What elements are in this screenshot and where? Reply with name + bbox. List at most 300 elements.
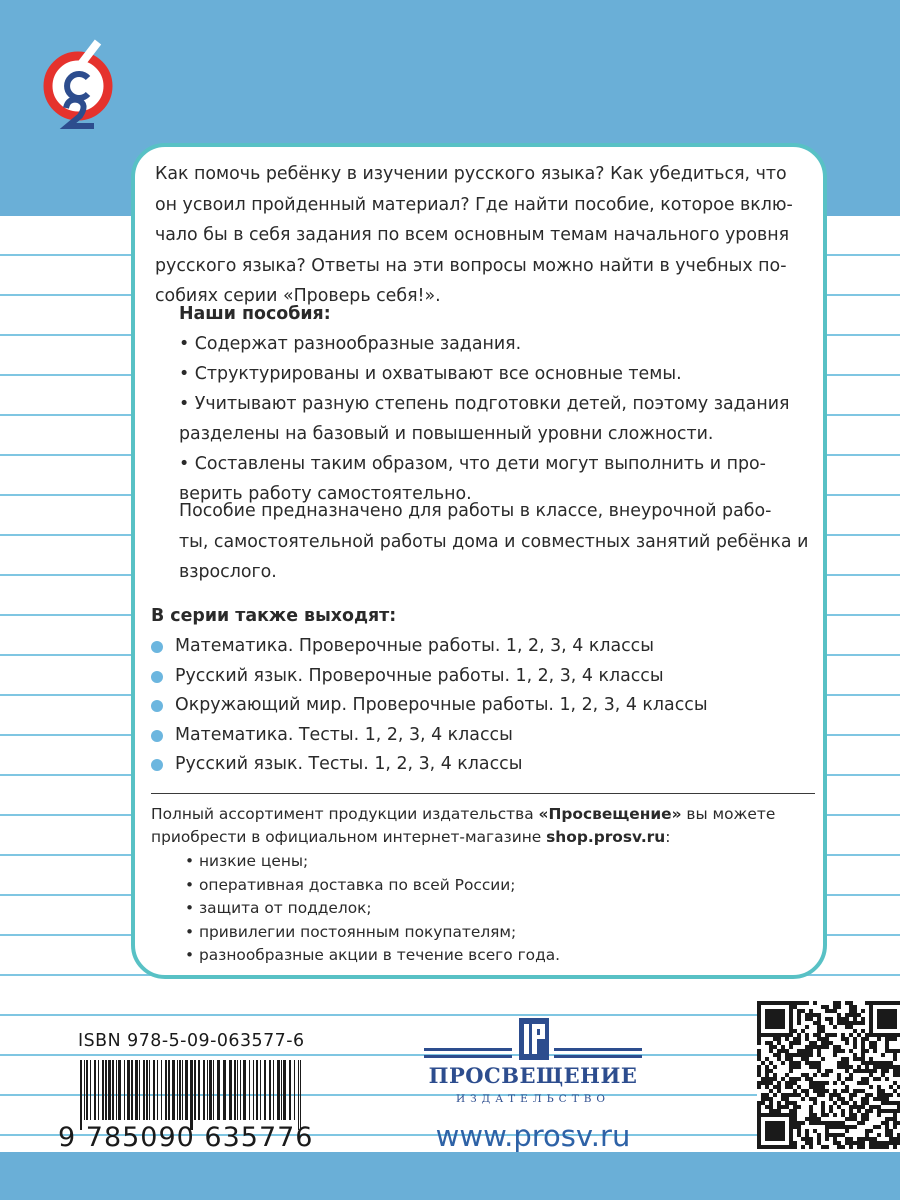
benefits-list — [185, 850, 560, 968]
qr-module — [789, 1093, 793, 1097]
qr-module — [797, 1037, 801, 1041]
qr-module — [825, 1045, 829, 1049]
qr-module — [873, 1125, 877, 1129]
qr-module — [773, 1093, 777, 1097]
qr-module — [829, 1033, 833, 1037]
intro-line: он усвоил пройденный материал? Где найти пособие, которое вклю- — [155, 194, 793, 215]
intro-paragraph — [155, 159, 793, 312]
qr-module — [873, 1041, 877, 1045]
qr-module — [817, 1121, 821, 1125]
qr-module — [889, 1141, 893, 1145]
barcode-bar — [149, 1060, 150, 1120]
barcode-bar — [203, 1060, 205, 1120]
qr-module — [837, 1077, 841, 1081]
qr-module — [805, 1077, 809, 1081]
qr-module — [885, 1145, 889, 1149]
series-item — [151, 662, 708, 692]
qr-module — [861, 1017, 865, 1021]
qr-module — [817, 1081, 821, 1085]
barcode-digits: 9 785090 635776 — [58, 1122, 314, 1153]
qr-module — [809, 1141, 813, 1145]
qr-module — [877, 1109, 881, 1113]
qr-module — [881, 1053, 885, 1057]
qr-module — [849, 1021, 853, 1025]
qr-module — [865, 1081, 869, 1085]
benefit-item: • разнообразные акции в течение всего года. — [185, 946, 561, 964]
qr-module — [865, 1129, 869, 1133]
qr-module — [893, 1113, 897, 1117]
qr-module — [797, 1041, 801, 1045]
qr-module — [845, 1017, 849, 1021]
series-item-label: Русский язык. Тесты. 1, 2, 3, 4 классы — [175, 754, 523, 774]
qr-module — [801, 1089, 805, 1093]
qr-module — [805, 1045, 809, 1049]
qr-module — [793, 1053, 797, 1057]
shop-text: вы можете — [681, 805, 776, 823]
benefit-item: • низкие цены; — [185, 852, 309, 870]
qr-module — [809, 1117, 813, 1121]
intro-line: чало бы в себя задания по всем основным темам начального уровня — [155, 225, 790, 245]
qr-module — [881, 1093, 885, 1097]
qr-module — [845, 1013, 849, 1017]
qr-module — [893, 1137, 897, 1141]
qr-module — [761, 1101, 765, 1105]
qr-module — [885, 1037, 889, 1041]
qr-module — [817, 1065, 821, 1069]
qr-module — [845, 1089, 849, 1093]
barcode-bar — [139, 1060, 140, 1120]
qr-module — [769, 1081, 773, 1085]
qr-module — [841, 1113, 845, 1117]
qr-module — [793, 1089, 797, 1093]
qr-module — [893, 1065, 897, 1069]
qr-module — [877, 1085, 881, 1089]
qr-module — [781, 1105, 785, 1109]
qr-module — [793, 1081, 797, 1085]
publisher-website-link[interactable]: www.prosv.ru — [435, 1119, 631, 1153]
qr-module — [773, 1053, 777, 1057]
qr-module — [869, 1141, 873, 1145]
barcode-bar — [135, 1060, 138, 1120]
qr-module — [777, 1081, 781, 1085]
qr-module — [821, 1093, 825, 1097]
qr-module — [881, 1061, 885, 1065]
qr-module — [797, 1017, 801, 1021]
qr-module — [841, 1097, 845, 1101]
qr-module — [825, 1133, 829, 1137]
qr-module — [865, 1033, 869, 1037]
qr-module — [841, 1125, 845, 1129]
feature-line: • Составлены таким образом, что дети могут выполнить и про- — [179, 454, 766, 474]
qr-module — [765, 1065, 769, 1069]
qr-module — [809, 1077, 813, 1081]
qr-module — [809, 1041, 813, 1045]
barcode-bar — [98, 1060, 99, 1120]
qr-module — [757, 1085, 761, 1089]
qr-module — [805, 1137, 809, 1141]
barcode-icon — [78, 1060, 306, 1130]
qr-module — [793, 1061, 797, 1065]
qr-module — [837, 1133, 841, 1137]
qr-module — [825, 1005, 829, 1009]
qr-module — [893, 1057, 897, 1061]
qr-module — [893, 1101, 897, 1105]
qr-module — [765, 1081, 769, 1085]
qr-module — [857, 1033, 861, 1037]
qr-module — [845, 1065, 849, 1069]
qr-module — [809, 1085, 813, 1089]
barcode-bar — [161, 1060, 162, 1120]
qr-module — [885, 1121, 889, 1125]
qr-module — [861, 1061, 865, 1065]
purpose-line: взрослого. — [179, 562, 277, 582]
qr-module — [885, 1049, 889, 1053]
qr-module — [801, 1053, 805, 1057]
qr-module — [805, 1141, 809, 1145]
qr-module — [793, 1005, 797, 1009]
qr-module — [821, 1073, 825, 1077]
shop-line — [151, 826, 775, 849]
qr-module — [777, 1049, 781, 1053]
barcode-bar — [182, 1060, 183, 1120]
qr-module — [841, 1057, 845, 1061]
qr-module — [789, 1109, 793, 1113]
qr-module — [853, 1089, 857, 1093]
qr-module — [881, 1073, 885, 1077]
qr-module — [793, 1001, 797, 1005]
barcode-bar — [177, 1060, 178, 1120]
qr-module — [829, 1121, 833, 1125]
barcode-bar — [143, 1060, 145, 1120]
qr-module — [853, 1045, 857, 1049]
qr-module — [801, 1073, 805, 1077]
qr-module — [893, 1073, 897, 1077]
qr-module — [829, 1109, 833, 1113]
qr-code-icon[interactable] — [757, 1001, 900, 1149]
qr-module — [865, 1101, 869, 1105]
publisher-name: ПРОСВЕЩЕНИЕ — [428, 1063, 638, 1088]
qr-module — [809, 1113, 813, 1117]
qr-module — [861, 1021, 865, 1025]
qr-module — [789, 1081, 793, 1085]
qr-module — [849, 1105, 853, 1109]
qr-module — [849, 1117, 853, 1121]
qr-module — [777, 1105, 781, 1109]
qr-module — [853, 1117, 857, 1121]
qr-module — [861, 1057, 865, 1061]
qr-module — [881, 1089, 885, 1093]
qr-module — [817, 1061, 821, 1065]
qr-module — [777, 1037, 781, 1041]
barcode-bar — [289, 1060, 291, 1120]
qr-module — [853, 1057, 857, 1061]
qr-module — [889, 1061, 893, 1065]
qr-module — [793, 1029, 797, 1033]
qr-module — [777, 1089, 781, 1093]
qr-module — [849, 1125, 853, 1129]
qr-module — [773, 1065, 777, 1069]
qr-module — [773, 1109, 777, 1113]
qr-module — [809, 1049, 813, 1053]
qr-module — [869, 1093, 873, 1097]
qr-module — [889, 1129, 893, 1133]
qr-module — [869, 1137, 873, 1141]
qr-module — [817, 1069, 821, 1073]
qr-module — [849, 1073, 853, 1077]
barcode-bar — [240, 1060, 241, 1120]
qr-module — [833, 1081, 837, 1085]
qr-module — [869, 1057, 873, 1061]
qr-module — [853, 1009, 857, 1013]
qr-module — [865, 1061, 869, 1065]
qr-module — [769, 1049, 773, 1053]
qr-module — [817, 1025, 821, 1029]
qr-module — [869, 1061, 873, 1065]
qr-module — [861, 1089, 865, 1093]
barcode-bar — [172, 1060, 175, 1120]
qr-module — [781, 1061, 785, 1065]
qr-module — [857, 1145, 861, 1149]
qr-module — [889, 1085, 893, 1089]
qr-module — [821, 1121, 825, 1125]
qr-module — [785, 1073, 789, 1077]
qr-module — [885, 1069, 889, 1073]
series-item — [151, 721, 708, 751]
barcode-bar — [124, 1060, 125, 1120]
qr-module — [797, 1129, 801, 1133]
barcode-bar — [116, 1060, 117, 1120]
qr-module — [833, 1005, 837, 1009]
qr-module — [853, 1041, 857, 1045]
qr-module — [861, 1041, 865, 1045]
qr-module — [877, 1141, 881, 1145]
qr-module — [817, 1133, 821, 1137]
qr-module — [865, 1109, 869, 1113]
qr-module — [813, 1033, 817, 1037]
qr-module — [845, 1137, 849, 1141]
qr-module — [849, 1009, 853, 1013]
qr-module — [877, 1089, 881, 1093]
qr-module — [757, 1109, 761, 1113]
qr-module — [853, 1105, 857, 1109]
qr-module — [861, 1045, 865, 1049]
barcode-bar — [190, 1060, 193, 1130]
qr-module — [817, 1049, 821, 1053]
qr-module — [797, 1061, 801, 1065]
qr-module — [781, 1093, 785, 1097]
qr-module — [809, 1097, 813, 1101]
qr-module — [757, 1073, 761, 1077]
qr-module — [829, 1009, 833, 1013]
qr-module — [781, 1077, 785, 1081]
qr-module — [861, 1101, 865, 1105]
qr-module — [869, 1073, 873, 1077]
qr-module — [877, 1097, 881, 1101]
qr-module — [797, 1049, 801, 1053]
qr-module — [833, 1053, 837, 1057]
qr-module — [809, 1137, 813, 1141]
features-heading: Наши пособия: — [179, 304, 331, 324]
qr-module — [801, 1121, 805, 1125]
qr-module — [889, 1037, 893, 1041]
barcode-bar — [298, 1060, 299, 1130]
qr-module — [789, 1077, 793, 1081]
qr-module — [837, 1105, 841, 1109]
qr-module — [865, 1113, 869, 1117]
qr-module — [805, 1061, 809, 1065]
qr-module — [833, 1025, 837, 1029]
qr-module — [837, 1065, 841, 1069]
qr-module — [865, 1117, 869, 1121]
qr-module — [797, 1001, 801, 1005]
qr-module — [757, 1037, 761, 1041]
qr-module — [853, 1093, 857, 1097]
qr-module — [769, 1061, 773, 1065]
qr-module — [829, 1097, 833, 1101]
qr-module — [825, 1073, 829, 1077]
qr-module — [797, 1093, 801, 1097]
qr-module — [801, 1001, 805, 1005]
qr-module — [777, 1057, 781, 1061]
qr-module — [793, 1101, 797, 1105]
qr-module — [889, 1093, 893, 1097]
qr-module — [845, 1061, 849, 1065]
intro-line: русского языка? Ответы на эти вопросы можно найти в учебных по- — [155, 255, 787, 276]
qr-module — [821, 1005, 825, 1009]
qr-module — [785, 1057, 789, 1061]
qr-module — [817, 1089, 821, 1093]
qr-module — [805, 1129, 809, 1133]
shop-site-link[interactable]: shop.prosv.ru — [546, 828, 666, 846]
qr-module — [761, 1061, 765, 1065]
barcode-bar — [179, 1060, 181, 1120]
barcode-bar — [86, 1060, 88, 1120]
qr-module — [821, 1113, 825, 1117]
qr-module — [817, 1021, 821, 1025]
qr-module — [857, 1137, 861, 1141]
qr-module — [845, 1037, 849, 1041]
barcode-bar — [94, 1060, 96, 1120]
qr-module — [837, 1013, 841, 1017]
series-list — [151, 632, 708, 780]
qr-module — [805, 1133, 809, 1137]
bullet-dot-icon — [151, 671, 163, 683]
qr-module — [861, 1121, 865, 1125]
qr-module — [881, 1097, 885, 1101]
qr-module — [817, 1117, 821, 1121]
features-list — [179, 329, 789, 509]
qr-module — [861, 1105, 865, 1109]
qr-module — [757, 1069, 761, 1073]
qr-module — [797, 1125, 801, 1129]
qr-module — [877, 1037, 881, 1041]
qr-module — [833, 1001, 837, 1005]
qr-module — [857, 1069, 861, 1073]
qr-module — [889, 1133, 893, 1137]
qr-module — [885, 1133, 889, 1137]
barcode-bar — [229, 1060, 232, 1120]
qr-module — [865, 1069, 869, 1073]
qr-module — [817, 1137, 821, 1141]
qr-finder-core — [765, 1121, 785, 1141]
qr-module — [801, 1009, 805, 1013]
qr-module — [821, 1029, 825, 1033]
qr-module — [877, 1105, 881, 1109]
feature-line: • Содержат разнообразные задания. — [179, 334, 522, 354]
qr-module — [873, 1145, 877, 1149]
qr-module — [757, 1081, 761, 1085]
qr-module — [881, 1121, 885, 1125]
qr-module — [885, 1065, 889, 1069]
qr-module — [821, 1045, 825, 1049]
qr-module — [873, 1077, 877, 1081]
qr-module — [833, 1089, 837, 1093]
qr-module — [813, 1041, 817, 1045]
qr-module — [769, 1077, 773, 1081]
qr-module — [881, 1109, 885, 1113]
feature-line: верить работу самостоятельно. — [179, 484, 472, 504]
qr-module — [857, 1141, 861, 1145]
qr-module — [893, 1141, 897, 1145]
qr-module — [789, 1069, 793, 1073]
qr-module — [861, 1081, 865, 1085]
shop-text: приобрести в официальном интернет-магазине — [151, 828, 547, 846]
qr-module — [877, 1133, 881, 1137]
barcode-bar — [223, 1060, 226, 1120]
qr-module — [885, 1061, 889, 1065]
qr-module — [861, 1137, 865, 1141]
qr-module — [861, 1029, 865, 1033]
qr-module — [861, 1145, 865, 1149]
barcode-bar — [102, 1060, 104, 1120]
qr-module — [805, 1017, 809, 1021]
qr-module — [837, 1097, 841, 1101]
qr-module — [849, 1093, 853, 1097]
qr-module — [785, 1081, 789, 1085]
qr-module — [765, 1105, 769, 1109]
qr-module — [845, 1001, 849, 1005]
qr-module — [817, 1033, 821, 1037]
qr-module — [869, 1109, 873, 1113]
qr-module — [821, 1101, 825, 1105]
barcode-bar — [213, 1060, 214, 1120]
qr-module — [809, 1013, 813, 1017]
barcode-bar — [237, 1060, 238, 1120]
qr-module — [837, 1001, 841, 1005]
qr-module — [841, 1101, 845, 1105]
qr-module — [809, 1045, 813, 1049]
qr-module — [769, 1045, 773, 1049]
qr-module — [797, 1133, 801, 1137]
qr-module — [805, 1073, 809, 1077]
qr-module — [825, 1081, 829, 1085]
qr-module — [837, 1049, 841, 1053]
qr-module — [857, 1089, 861, 1093]
qr-module — [773, 1077, 777, 1081]
barcode-bar — [153, 1060, 155, 1120]
qr-module — [877, 1065, 881, 1069]
qr-module — [845, 1101, 849, 1105]
qr-module — [857, 1105, 861, 1109]
benefit-item: • защита от подделок; — [185, 899, 372, 917]
qr-module — [813, 1073, 817, 1077]
qr-module — [773, 1045, 777, 1049]
qr-module — [869, 1105, 873, 1109]
qr-module — [773, 1073, 777, 1077]
qr-module — [825, 1125, 829, 1129]
qr-module — [837, 1021, 841, 1025]
qr-module — [769, 1069, 773, 1073]
